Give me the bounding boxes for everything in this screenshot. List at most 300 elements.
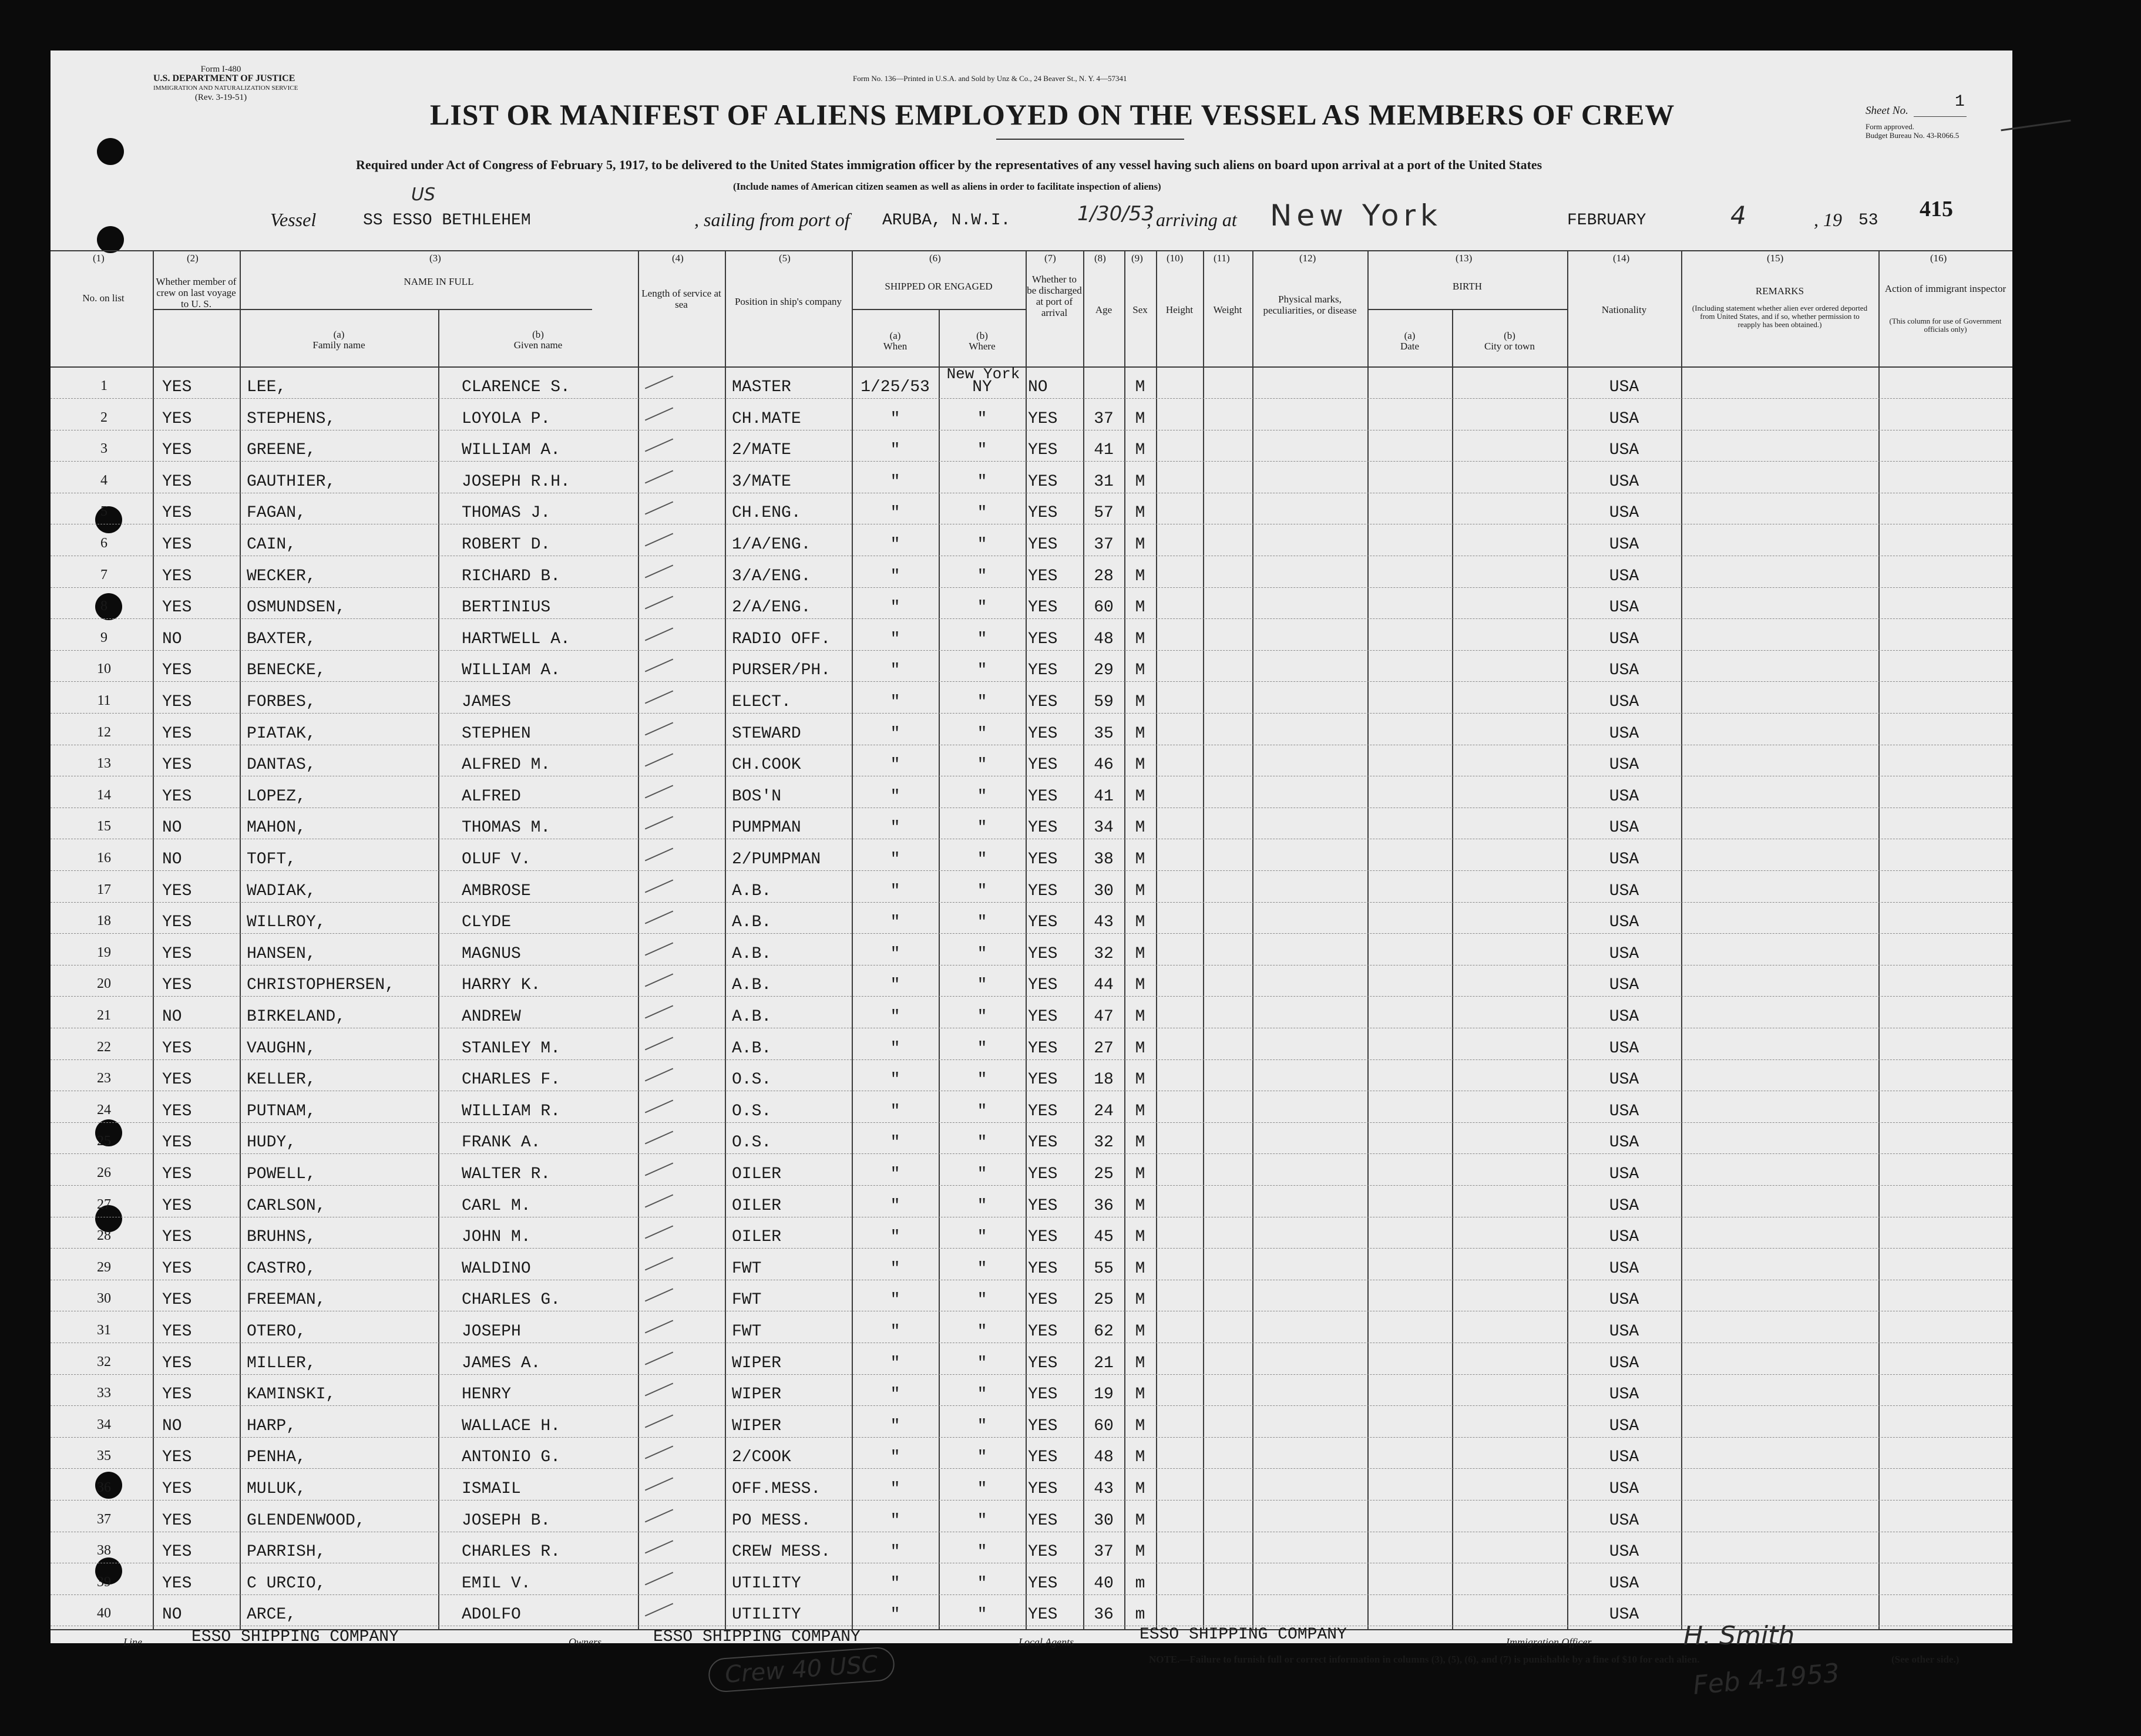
cell-age: 45 [1094,1228,1114,1246]
cell-previous-voyage: YES [162,976,192,994]
cell-position: MASTER [732,378,791,396]
cell-given-name: ALFRED [462,788,521,806]
cell-discharged: YES [1028,1228,1058,1246]
cell-nationality: USA [1609,1228,1639,1246]
row-rule [51,1437,2012,1438]
cell-shipped-where: " [977,1323,987,1341]
cell-shipped-when: " [890,661,900,679]
department: U.S. DEPARTMENT OF JUSTICE [153,73,295,83]
cell-discharged: YES [1028,1071,1058,1089]
cell-row-number: 37 [97,1512,111,1527]
cell-shipped-where: NY [972,378,992,396]
cell-discharged: YES [1028,1260,1058,1278]
cell-nationality: USA [1609,441,1639,459]
cell-age: 34 [1094,819,1114,837]
check-mark-icon [645,785,673,799]
cell-age: 48 [1094,1448,1114,1466]
header-date-a: (a) [1404,330,1416,341]
check-mark-icon [645,943,673,956]
cell-age: 27 [1094,1039,1114,1058]
cell-row-number: 8 [100,598,107,614]
check-mark-icon [645,1195,673,1208]
cell-family-name: PENHA, [247,1448,306,1466]
row-rule [51,1405,2012,1406]
row-rule [51,1594,2012,1595]
cell-row-number: 3 [100,441,107,456]
header-weight: Weight [1213,304,1242,315]
cell-age: 32 [1094,1133,1114,1152]
cell-shipped-where: " [977,661,987,679]
cell-shipped-where: " [977,819,987,837]
check-mark-icon [645,1540,673,1554]
cell-age: 19 [1094,1385,1114,1404]
cell-sex: M [1135,630,1145,648]
cell-shipped-when: " [890,473,900,491]
col-num: (6) [929,253,941,264]
table-row [51,1503,2012,1535]
title-rule [996,139,1184,140]
header-length-of-service: Length of service at sea [641,288,721,310]
cell-family-name: GREENE, [247,441,316,459]
binder-hole [97,138,124,165]
cell-shipped-where: " [977,1574,987,1593]
cell-position: OFF.MESS. [732,1480,821,1498]
footer-owners: ESSO SHIPPING COMPANY [653,1628,861,1646]
cell-nationality: USA [1609,1512,1639,1530]
cell-given-name: RICHARD B. [462,567,561,586]
cell-row-number: 27 [97,1197,111,1212]
cell-age: 60 [1094,598,1114,617]
table-row [51,1535,2012,1566]
cell-age: 31 [1094,473,1114,491]
cell-sex: M [1135,567,1145,586]
cell-row-number: 11 [97,693,111,708]
cell-row-number: 29 [97,1260,111,1275]
cell-nationality: USA [1609,1606,1639,1624]
cell-previous-voyage: YES [162,378,192,396]
table-row [51,653,2012,685]
header-remarks: REMARKS [1755,285,1804,297]
header-given-name: Given name [513,339,563,351]
cell-nationality: USA [1609,410,1639,428]
cell-shipped-when: " [890,1417,900,1435]
table-row [51,1472,2012,1503]
cell-discharged: YES [1028,756,1058,774]
header-city-b: (b) [1504,330,1515,341]
table-row [51,1251,2012,1283]
footer-officer-label: Immigration Officer [1506,1636,1592,1648]
cell-age: 47 [1094,1008,1114,1026]
cell-family-name: CARLSON, [247,1197,326,1215]
cell-position: ELECT. [732,693,791,711]
check-mark-icon [645,565,673,578]
check-mark-icon [645,880,673,893]
crew-count-annotation: Crew 40 USC [707,1646,895,1693]
col-num: (11) [1214,253,1230,264]
binder-hole [97,226,124,253]
vessel-label: Vessel [270,209,317,230]
header-nationality: Nationality [1601,304,1647,315]
cell-discharged: YES [1028,1323,1058,1341]
cell-shipped-when: " [890,882,900,900]
table-row [51,1283,2012,1314]
cell-shipped-when: " [890,788,900,806]
cell-discharged: YES [1028,1165,1058,1183]
cell-given-name: CARL M. [462,1197,531,1215]
cell-shipped-when: " [890,1354,900,1372]
cell-nationality: USA [1609,1574,1639,1593]
cell-given-name: CHARLES F. [462,1071,561,1089]
cell-row-number: 18 [97,913,111,928]
cell-position: WIPER [732,1417,782,1435]
cell-nationality: USA [1609,630,1639,648]
check-mark-icon [645,533,673,547]
cell-shipped-where: " [977,1480,987,1498]
cell-sex: M [1135,1323,1145,1341]
arrival-port: New York [1270,199,1442,233]
header-when: When [883,341,908,352]
cell-previous-voyage: NO [162,819,182,837]
row-rule [51,1059,2012,1060]
cell-shipped-where: " [977,788,987,806]
cell-shipped-when: " [890,1133,900,1152]
sheet-rule [1914,116,1967,117]
cell-row-number: 31 [97,1323,111,1338]
cell-shipped-where: " [977,473,987,491]
cell-nationality: USA [1609,1260,1639,1278]
cell-position: 3/MATE [732,473,791,491]
cell-discharged: YES [1028,630,1058,648]
header-action-note: (This column for use of Government officials only) [1889,317,2002,334]
cell-nationality: USA [1609,1008,1639,1026]
cell-shipped-when: " [890,536,900,554]
cell-family-name: GLENDENWOOD, [247,1512,365,1530]
cell-previous-voyage: YES [162,598,192,617]
cell-nationality: USA [1609,1071,1639,1089]
cell-row-number: 23 [97,1071,111,1086]
cell-shipped-when: " [890,945,900,963]
cell-age: 18 [1094,1071,1114,1089]
header-when-a: (a) [889,330,901,341]
col-num: (8) [1094,253,1106,264]
cell-shipped-when: " [890,819,900,837]
cell-discharged: YES [1028,1039,1058,1058]
cell-nationality: USA [1609,1102,1639,1121]
cell-position: UTILITY [732,1574,801,1593]
cell-shipped-when: " [890,850,900,869]
cell-row-number: 5 [100,504,107,519]
cell-family-name: FREEMAN, [247,1291,326,1309]
cell-previous-voyage: YES [162,1228,192,1246]
cell-nationality: USA [1609,756,1639,774]
cell-age: 37 [1094,536,1114,554]
cell-given-name: JAMES [462,693,512,711]
check-mark-icon [645,408,673,421]
cell-previous-voyage: YES [162,1354,192,1372]
cell-given-name: JOSEPH [462,1323,521,1341]
cell-family-name: BRUHNS, [247,1228,316,1246]
cell-age: 59 [1094,693,1114,711]
cell-discharged: YES [1028,945,1058,963]
check-mark-icon [645,1037,673,1051]
cell-sex: M [1135,725,1145,743]
cell-given-name: CLYDE [462,913,512,931]
cell-nationality: USA [1609,819,1639,837]
cell-row-number: 40 [97,1606,111,1621]
row-rule [51,461,2012,462]
cell-discharged: YES [1028,1008,1058,1026]
cell-given-name: LOYOLA P. [462,410,551,428]
table-row [51,1220,2012,1251]
col-num: (16) [1930,253,1947,264]
cell-sex: M [1135,756,1145,774]
table-row [51,1031,2012,1063]
cell-discharged: NO [1028,378,1048,396]
cell-shipped-where: " [977,536,987,554]
cell-position: A.B. [732,882,772,900]
cell-position: FWT [732,1260,762,1278]
cell-shipped-where: " [977,1291,987,1309]
officer-signature: H. Smith [1683,1621,1795,1651]
cell-row-number: 34 [97,1417,111,1432]
cell-previous-voyage: YES [162,1448,192,1466]
cell-discharged: YES [1028,693,1058,711]
cell-previous-voyage: YES [162,788,192,806]
cell-shipped-when: " [890,1008,900,1026]
cell-family-name: OTERO, [247,1323,306,1341]
cell-previous-voyage: NO [162,1606,182,1624]
cell-given-name: HENRY [462,1385,512,1404]
cell-row-number: 28 [97,1228,111,1243]
cell-nationality: USA [1609,976,1639,994]
cell-shipped-when: " [890,504,900,522]
header-sex: Sex [1132,304,1148,315]
footer-line: ESSO SHIPPING COMPANY [191,1628,399,1646]
cell-discharged: YES [1028,1197,1058,1215]
cell-discharged: YES [1028,661,1058,679]
cell-family-name: MULUK, [247,1480,306,1498]
cell-position: 2/COOK [732,1448,791,1466]
port-of-departure: ARUBA, N.W.I. [882,211,1011,230]
cell-position: FWT [732,1291,762,1309]
cell-family-name: WECKER, [247,567,316,586]
cell-position: 1/A/ENG. [732,536,811,554]
cell-previous-voyage: YES [162,1291,192,1309]
cell-sex: M [1135,945,1145,963]
row-rule [51,1468,2012,1469]
cell-age: 32 [1094,945,1114,963]
cell-family-name: DANTAS, [247,756,316,774]
cell-shipped-where: " [977,504,987,522]
cell-shipped-where: " [977,1417,987,1435]
row-rule [51,933,2012,934]
cell-shipped-when: " [890,1102,900,1121]
table-row [51,748,2012,779]
cell-sex: M [1135,976,1145,994]
form-rev: (Rev. 3-19-51) [194,93,247,102]
cell-row-number: 9 [100,630,107,645]
cell-given-name: JAMES A. [462,1354,541,1372]
cell-shipped-when: " [890,598,900,617]
cell-shipped-where: " [977,410,987,428]
cell-previous-voyage: YES [162,1133,192,1152]
cell-position: CREW MESS. [732,1543,831,1561]
cell-given-name: STEPHEN [462,725,531,743]
cell-shipped-where: " [977,1543,987,1561]
header-physical-marks: Physical marks, peculiarities, or disease [1263,294,1357,316]
cell-previous-voyage: YES [162,1260,192,1278]
cell-age: 25 [1094,1165,1114,1183]
cell-given-name: WALDINO [462,1260,531,1278]
cell-previous-voyage: YES [162,913,192,931]
cell-nationality: USA [1609,661,1639,679]
header-previous-voyage: Whether member of crew on last voyage to U. S. [156,276,237,309]
cell-family-name: GAUTHIER, [247,473,336,491]
table-row [51,1440,2012,1472]
check-mark-icon [645,1509,673,1523]
header-where-b: (b) [976,330,988,341]
cell-previous-voyage: YES [162,1039,192,1058]
cell-shipped-where: " [977,725,987,743]
cell-previous-voyage: YES [162,567,192,586]
cell-shipped-where: " [977,1071,987,1089]
arrival-year: 53 [1858,211,1878,230]
cell-position: STEWARD [732,725,801,743]
cell-position: PUMPMAN [732,819,801,837]
vessel-annotation: US [411,184,436,205]
cell-nationality: USA [1609,378,1639,396]
cell-shipped-when: " [890,1260,900,1278]
cell-discharged: YES [1028,725,1058,743]
signature-date: Feb 4-1953 [1692,1658,1841,1701]
table-row [51,590,2012,622]
cell-row-number: 22 [97,1039,111,1055]
cell-shipped-when: " [890,1512,900,1530]
cell-sex: M [1135,693,1145,711]
cell-sex: M [1135,1291,1145,1309]
cell-nationality: USA [1609,693,1639,711]
cell-sex: M [1135,1039,1145,1058]
cell-position: 2/MATE [732,441,791,459]
cell-shipped-where: " [977,945,987,963]
col-num: (5) [779,253,791,264]
table-row [51,937,2012,968]
cell-shipped-where: " [977,976,987,994]
cell-nationality: USA [1609,1354,1639,1372]
form-id: Form I-480 [200,65,241,74]
cell-shipped-where: " [977,1512,987,1530]
cell-shipped-where: " [977,567,987,586]
cell-age: 29 [1094,661,1114,679]
cell-position: RADIO OFF. [732,630,831,648]
cell-given-name: ADOLFO [462,1606,521,1624]
cell-age: 41 [1094,788,1114,806]
cell-row-number: 26 [97,1165,111,1180]
cell-shipped-when: " [890,1480,900,1498]
cell-given-name: ALFRED M. [462,756,551,774]
departure-date-annotation: 1/30/53 [1077,202,1155,226]
cell-position: 3/A/ENG. [732,567,811,586]
header-birth-date: Date [1400,341,1420,352]
cell-family-name: WADIAK, [247,882,316,900]
cell-position: A.B. [732,913,772,931]
cell-family-name: WILLROY, [247,913,326,931]
table-row [51,1314,2012,1346]
cell-sex: M [1135,1165,1145,1183]
col-num: (9) [1131,253,1143,264]
header-given-b: (b) [532,329,544,340]
row-rule [51,587,2012,588]
cell-previous-voyage: NO [162,850,182,869]
cell-previous-voyage: YES [162,693,192,711]
cell-position: WIPER [732,1385,782,1404]
cell-sex: M [1135,1228,1145,1246]
cell-nationality: USA [1609,1385,1639,1404]
cell-age: 35 [1094,725,1114,743]
cell-discharged: YES [1028,504,1058,522]
cell-given-name: WALLACE H. [462,1417,561,1435]
cell-discharged: YES [1028,976,1058,994]
cell-sex: M [1135,661,1145,679]
cell-sex: M [1135,1102,1145,1121]
cell-position: PURSER/PH. [732,661,831,679]
cell-row-number: 10 [97,661,111,677]
cell-shipped-where: " [977,441,987,459]
row-rule [51,870,2012,871]
cell-given-name: JOHN M. [462,1228,531,1246]
cell-position: WIPER [732,1354,782,1372]
table-row [51,874,2012,906]
cell-sex: M [1135,441,1145,459]
cell-family-name: MILLER, [247,1354,316,1372]
table-row [51,433,2012,465]
cell-position: UTILITY [732,1606,801,1624]
cell-sex: M [1135,598,1145,617]
cell-discharged: YES [1028,598,1058,617]
cell-family-name: STEPHENS, [247,410,336,428]
cell-nationality: USA [1609,536,1639,554]
check-mark-icon [645,502,673,515]
arrival-day: 4 [1730,201,1746,230]
cell-previous-voyage: YES [162,536,192,554]
cell-shipped-when: " [890,1323,900,1341]
cell-row-number: 15 [97,819,111,834]
cell-given-name: BERTINIUS [462,598,551,617]
cell-given-name: WALTER R. [462,1165,551,1183]
cell-age: 30 [1094,1512,1114,1530]
cell-age: 57 [1094,504,1114,522]
cell-discharged: YES [1028,1385,1058,1404]
form-id-block [153,65,298,102]
cell-shipped-where: " [977,693,987,711]
header-discharged: Whether to be discharged at port of arrival [1027,274,1082,318]
cell-nationality: USA [1609,1480,1639,1498]
cell-previous-voyage: NO [162,630,182,648]
cell-shipped-where: " [977,1260,987,1278]
table-row [51,1125,2012,1157]
cell-age: 43 [1094,1480,1114,1498]
cell-previous-voyage: NO [162,1417,182,1435]
cell-nationality: USA [1609,1291,1639,1309]
cell-sex: M [1135,1448,1145,1466]
cell-nationality: USA [1609,1165,1639,1183]
cell-family-name: HUDY, [247,1133,297,1152]
cell-age: 21 [1094,1354,1114,1372]
table-row [51,1189,2012,1220]
row-rule [51,996,2012,997]
cell-given-name: EMIL V. [462,1574,531,1593]
cell-row-number: 20 [97,976,111,991]
